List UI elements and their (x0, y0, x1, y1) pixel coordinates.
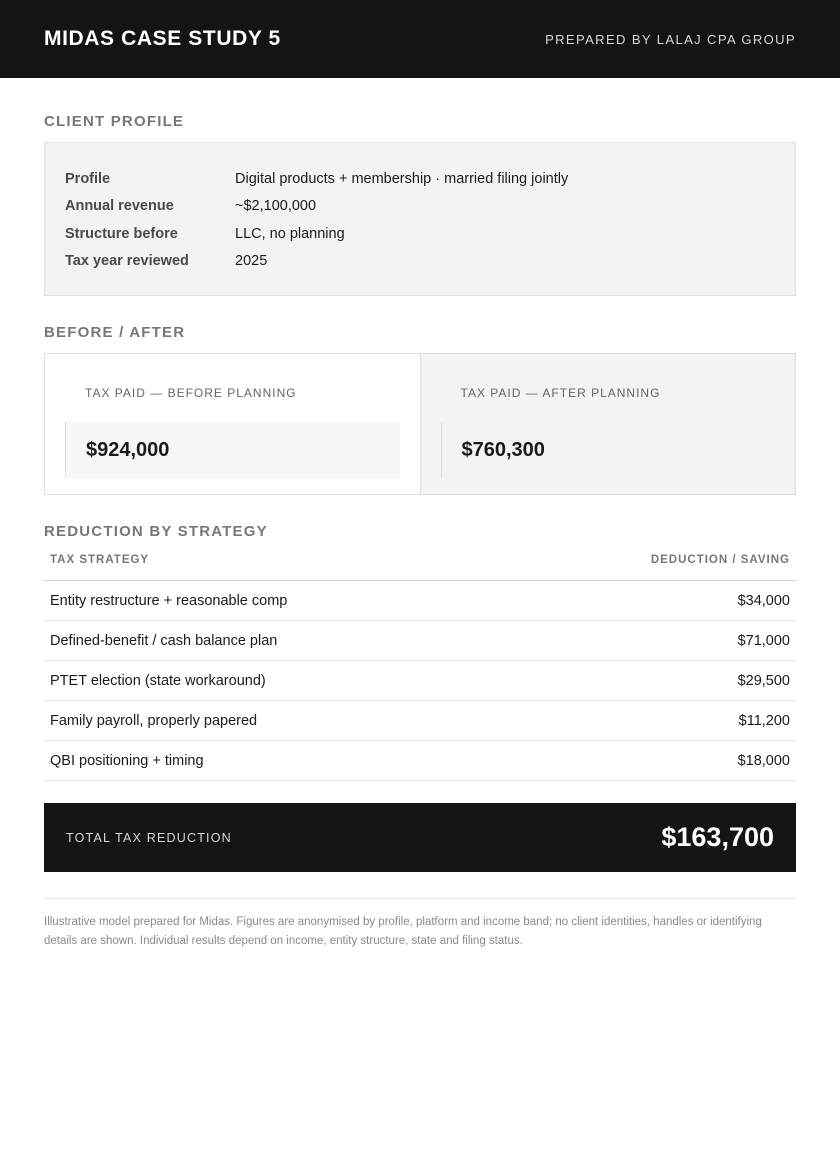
strategy-amount: $11,200 (738, 712, 790, 729)
strategy-name: Family payroll, properly papered (50, 712, 258, 729)
strategy-amount: $71,000 (737, 632, 790, 649)
disclaimer-footnote: Illustrative model prepared for Midas. Figures are anonymised by profile, platform and income band; no client identities, handles or identifying details are shown. Individual results depend on income, entity structure, state and filing status. (44, 916, 762, 947)
table-header (44, 554, 796, 581)
before-label: TAX PAID — BEFORE PLANNING (85, 386, 297, 400)
after-label: TAX PAID — AFTER PLANNING (460, 386, 661, 400)
table-row (44, 701, 796, 741)
strategy-name: Defined-benefit / cash balance plan (50, 632, 278, 649)
strategy-table (44, 554, 796, 781)
profile-row (65, 248, 775, 276)
profile-row (65, 220, 775, 248)
client-profile-title: CLIENT PROFILE (44, 113, 185, 130)
profile-row-value: LLC, no planning (235, 225, 345, 242)
page-header (0, 0, 840, 78)
after-panel (420, 354, 796, 494)
profile-row-value: Digital products + membership · married filing jointly (235, 170, 569, 187)
profile-row-label: Structure before (65, 225, 178, 242)
strategy-name: Entity restructure + reasonable comp (50, 592, 288, 609)
divider (44, 898, 796, 899)
strategy-amount: $29,500 (737, 672, 790, 689)
profile-row (65, 165, 775, 193)
profile-row-value: 2025 (235, 253, 268, 270)
strategy-amount: $18,000 (737, 752, 790, 769)
client-profile-card (44, 142, 796, 296)
document-body (0, 78, 840, 951)
reduction-title: REDUCTION BY STRATEGY (44, 523, 268, 540)
before-value: $924,000 (65, 422, 400, 478)
profile-row-label: Tax year reviewed (65, 253, 189, 270)
column-header-saving: DEDUCTION / SAVING (650, 554, 790, 566)
table-row (44, 741, 796, 781)
before-panel (45, 354, 420, 494)
prepared-by: PREPARED BY LALAJ CPA GROUP (545, 31, 796, 47)
total-value: $163,700 (661, 822, 774, 852)
profile-row-label: Profile (65, 170, 111, 187)
table-row (44, 621, 796, 661)
table-row (44, 581, 796, 621)
strategy-name: QBI positioning + timing (50, 752, 204, 769)
strategy-name: PTET election (state workaround) (50, 672, 266, 689)
table-row (44, 661, 796, 701)
profile-row-label: Annual revenue (65, 198, 174, 215)
profile-row-value: ~$2,100,000 (235, 198, 317, 215)
profile-row (65, 193, 775, 221)
column-header-strategy: TAX STRATEGY (50, 554, 150, 566)
total-reduction-bar (44, 803, 796, 872)
page-title: MIDAS CASE STUDY 5 (44, 27, 281, 50)
total-label: TOTAL TAX REDUCTION (66, 830, 232, 845)
before-after-title: BEFORE / AFTER (44, 324, 186, 341)
before-after-card (44, 353, 796, 495)
strategy-amount: $34,000 (737, 592, 790, 609)
after-value: $760,300 (441, 422, 776, 478)
